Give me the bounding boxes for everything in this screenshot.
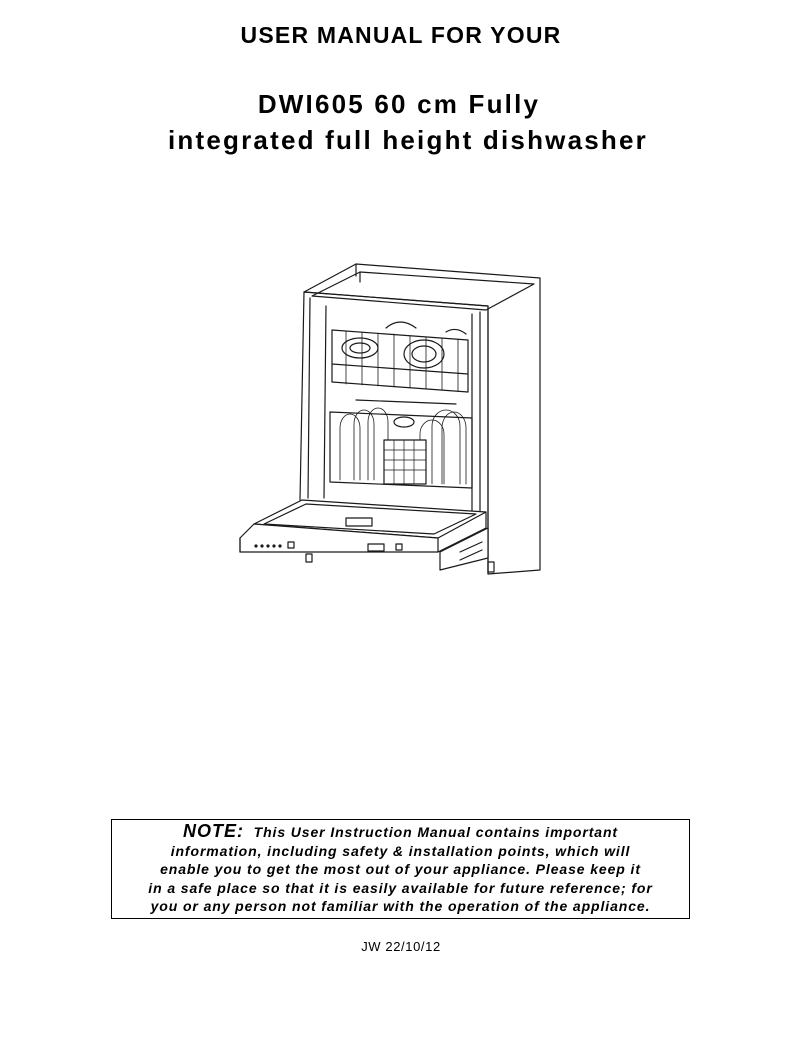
note-text-1: This User Instruction Manual contains important: [253, 824, 618, 840]
model-title-line-1: DWI605 60 cm Fully: [257, 89, 541, 119]
note-line-4: in a safe place so that it is easily available for future reference; for: [148, 879, 653, 896]
model-title-line-2: integrated full height dishwasher: [168, 125, 648, 155]
note-line-3: enable you to get the most out of your appliance. Please keep it: [160, 861, 641, 877]
model-title: [0, 86, 802, 158]
dishwasher-illustration-icon: [236, 262, 544, 578]
note-line-5: you or any person not familiar with the operation of the appliance.: [150, 898, 651, 914]
note-line-2: information, including safety & installation points, which will: [170, 842, 631, 859]
document-reference: JW 22/10/12: [361, 939, 441, 954]
note-box: [111, 819, 690, 919]
note-label: NOTE:: [183, 821, 245, 841]
note-line-1: [112, 822, 689, 842]
manual-title: USER MANUAL FOR YOUR: [240, 22, 562, 48]
